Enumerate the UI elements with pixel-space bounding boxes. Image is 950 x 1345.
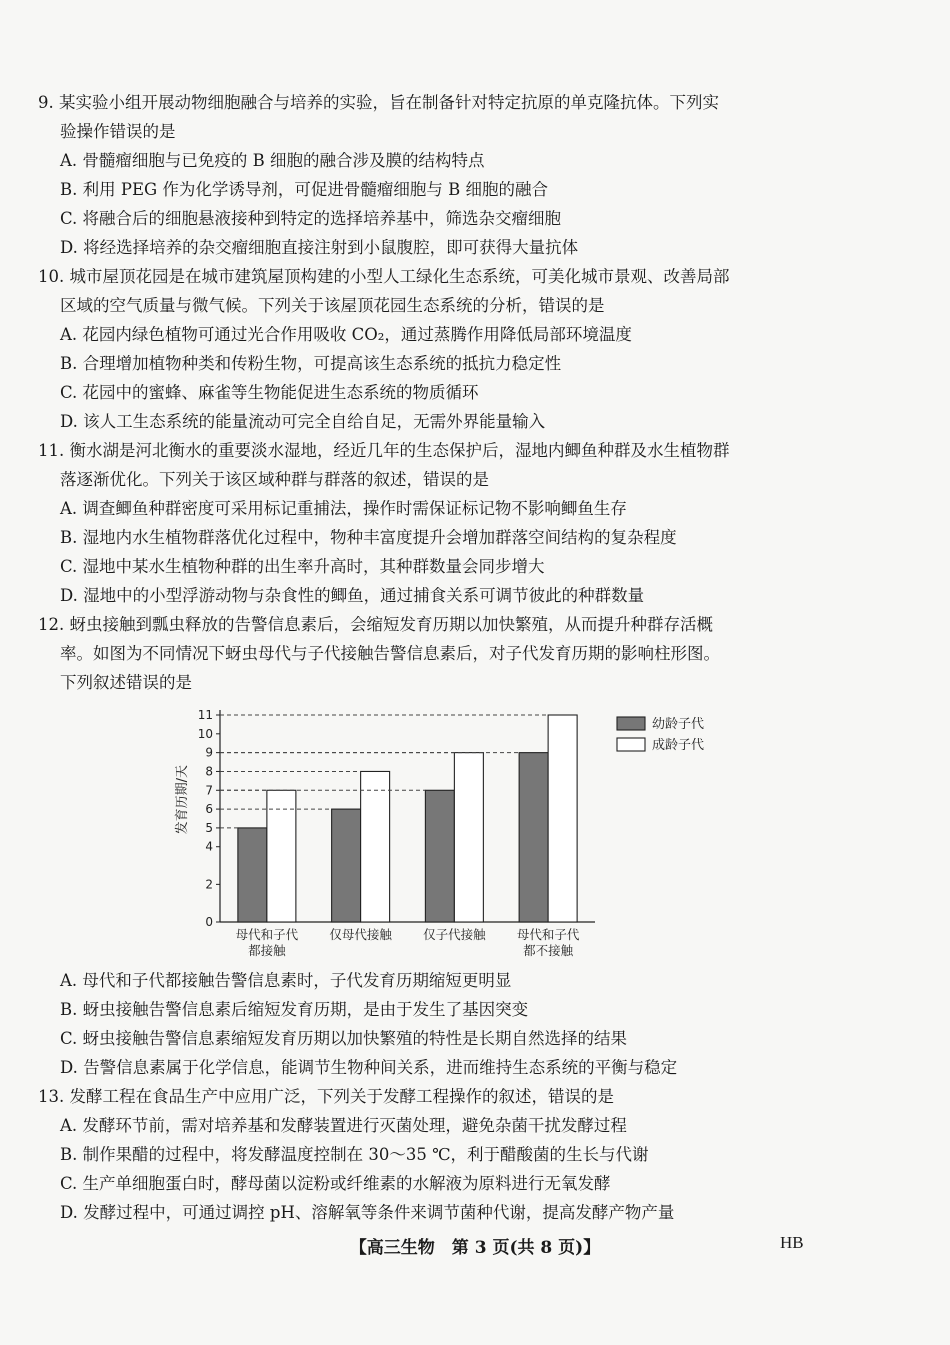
- q9-option-c: C. 将融合后的细胞悬液接种到特定的选择培养基中，筛选杂交瘤细胞: [60, 209, 562, 228]
- y-tick-label: 2: [205, 877, 213, 892]
- q10-stem-cont: 区域的空气质量与微气候。下列关于该屋顶花园生态系统的分析，错误的是: [60, 296, 605, 315]
- bar-young: [519, 753, 548, 922]
- legend-swatch: [617, 738, 645, 751]
- q12-option-a: A. 母代和子代都接触告警信息素时，子代发育历期缩短更明显: [60, 971, 512, 990]
- x-tick-label: 母代和子代: [235, 927, 299, 942]
- q13-option-b: B. 制作果醋的过程中，将发酵温度控制在 30～35 ℃，利于醋酸菌的生长与代谢: [60, 1145, 649, 1164]
- legend-label: 幼龄子代: [652, 717, 705, 732]
- q13-option-d: D. 发酵过程中，可通过调控 pH、溶解氧等条件来调节菌种代谢，提高发酵产物产量: [60, 1203, 675, 1222]
- y-tick-label: 10: [197, 726, 213, 741]
- bar-young: [238, 828, 267, 922]
- legend-swatch: [617, 717, 645, 730]
- question-9: [38, 88, 828, 262]
- q10-option-a: A. 花园内绿色植物可通过光合作用吸收 CO₂，通过蒸腾作用降低局部环境温度: [60, 325, 632, 344]
- q10-option-b: B. 合理增加植物种类和传粉生物，可提高该生态系统的抵抗力稳定性: [60, 354, 562, 373]
- y-axis-label: 发育历期/天: [175, 764, 190, 835]
- x-tick-label: 都接触: [248, 943, 286, 958]
- q10-stem: 10. 城市屋顶花园是在城市建筑屋顶构建的小型人工绿化生态系统，可美化城市景观、改善局部: [38, 267, 730, 286]
- q12-option-d: D. 告警信息素属于化学信息，能调节生物种间关系，进而维持生态系统的平衡与稳定: [60, 1058, 678, 1077]
- q11-option-d: D. 湿地中的小型浮游动物与杂食性的鲫鱼，通过捕食关系可调节彼此的种群数量: [60, 586, 645, 605]
- q11-stem: 11. 衡水湖是河北衡水的重要淡水湿地，经近几年的生态保护后，湿地内鲫鱼种群及水生植物群: [38, 441, 730, 460]
- q11-option-c: C. 湿地中某水生植物种群的出生率升高时，其种群数量会同步增大: [60, 557, 545, 576]
- y-tick-label: 11: [197, 708, 213, 722]
- q13-stem: 13. 发酵工程在食品生产中应用广泛，下列关于发酵工程操作的叙述，错误的是: [38, 1087, 614, 1106]
- page-footer-title: 【高三生物 第 3 页(共 8 页)】: [349, 1238, 601, 1258]
- y-tick-label: 4: [205, 839, 213, 854]
- question-12: [38, 610, 828, 697]
- x-tick-label: 母代和子代: [516, 927, 580, 942]
- y-tick-label: 9: [205, 745, 213, 760]
- x-tick-label: 仅母代接触: [329, 927, 392, 942]
- bar-adult: [361, 771, 390, 922]
- bar-adult: [267, 790, 296, 922]
- page-footer-code: HB: [780, 1233, 804, 1252]
- q12-stem-cont2: 下列叙述错误的是: [60, 673, 192, 692]
- q10-option-c: C. 花园中的蜜蜂、麻雀等生物能促进生态系统的物质循环: [60, 383, 479, 402]
- question-11: [38, 436, 828, 610]
- q10-option-d: D. 该人工生态系统的能量流动可完全自给自足，无需外界能量输入: [60, 412, 546, 431]
- development-period-bar-chart: [170, 700, 730, 970]
- question-10: [38, 262, 828, 436]
- q12-option-b: B. 蚜虫接触告警信息素后缩短发育历期，是由于发生了基因突变: [60, 1000, 529, 1019]
- y-tick-label: 8: [205, 764, 213, 779]
- legend-label: 成龄子代: [652, 738, 705, 753]
- y-tick-label: 6: [205, 802, 213, 817]
- bar-young: [332, 809, 361, 922]
- q12-stem: 12. 蚜虫接触到瓢虫释放的告警信息素后，会缩短发育历期以加快繁殖，从而提升种群存活概: [38, 615, 713, 634]
- q9-stem-cont: 验操作错误的是: [60, 122, 176, 141]
- q9-option-a: A. 骨髓瘤细胞与已免疫的 B 细胞的融合涉及膜的结构特点: [60, 151, 485, 170]
- y-tick-label: 0: [205, 915, 213, 929]
- q13-option-a: A. 发酵环节前，需对培养基和发酵装置进行灭菌处理，避免杂菌干扰发酵过程: [60, 1116, 627, 1135]
- q11-option-a: A. 调查鲫鱼种群密度可采用标记重捕法，操作时需保证标记物不影响鲫鱼生存: [60, 499, 627, 518]
- q9-stem: 9. 某实验小组开展动物细胞融合与培养的实验，旨在制备针对特定抗原的单克隆抗体。下列实: [38, 93, 719, 112]
- q12-option-c: C. 蚜虫接触告警信息素缩短发育历期以加快繁殖的特性是长期自然选择的结果: [60, 1029, 628, 1048]
- q13-option-c: C. 生产单细胞蛋白时，酵母菌以淀粉或纤维素的水解液为原料进行无氧发酵: [60, 1174, 611, 1193]
- bar-adult: [454, 753, 483, 922]
- y-tick-label: 7: [205, 783, 213, 798]
- q9-option-d: D. 将经选择培养的杂交瘤细胞直接注射到小鼠腹腔，即可获得大量抗体: [60, 238, 579, 257]
- bar-adult: [548, 715, 577, 922]
- y-tick-label: 5: [205, 820, 213, 835]
- q12-stem-cont: 率。如图为不同情况下蚜虫母代与子代接触告警信息素后，对子代发育历期的影响柱形图。: [60, 644, 720, 663]
- x-tick-label: 仅子代接触: [423, 927, 486, 942]
- question-13: [38, 1082, 828, 1227]
- q11-option-b: B. 湿地内水生植物群落优化过程中，物种丰富度提升会增加群落空间结构的复杂程度: [60, 528, 677, 547]
- chart-svg: [170, 700, 730, 970]
- bar-young: [425, 790, 454, 922]
- question-12-options: [38, 966, 828, 1082]
- x-tick-label: 都不接触: [523, 943, 574, 958]
- q9-option-b: B. 利用 PEG 作为化学诱导剂，可促进骨髓瘤细胞与 B 细胞的融合: [60, 180, 549, 199]
- q11-stem-cont: 落逐渐优化。下列关于该区域种群与群落的叙述，错误的是: [60, 470, 489, 489]
